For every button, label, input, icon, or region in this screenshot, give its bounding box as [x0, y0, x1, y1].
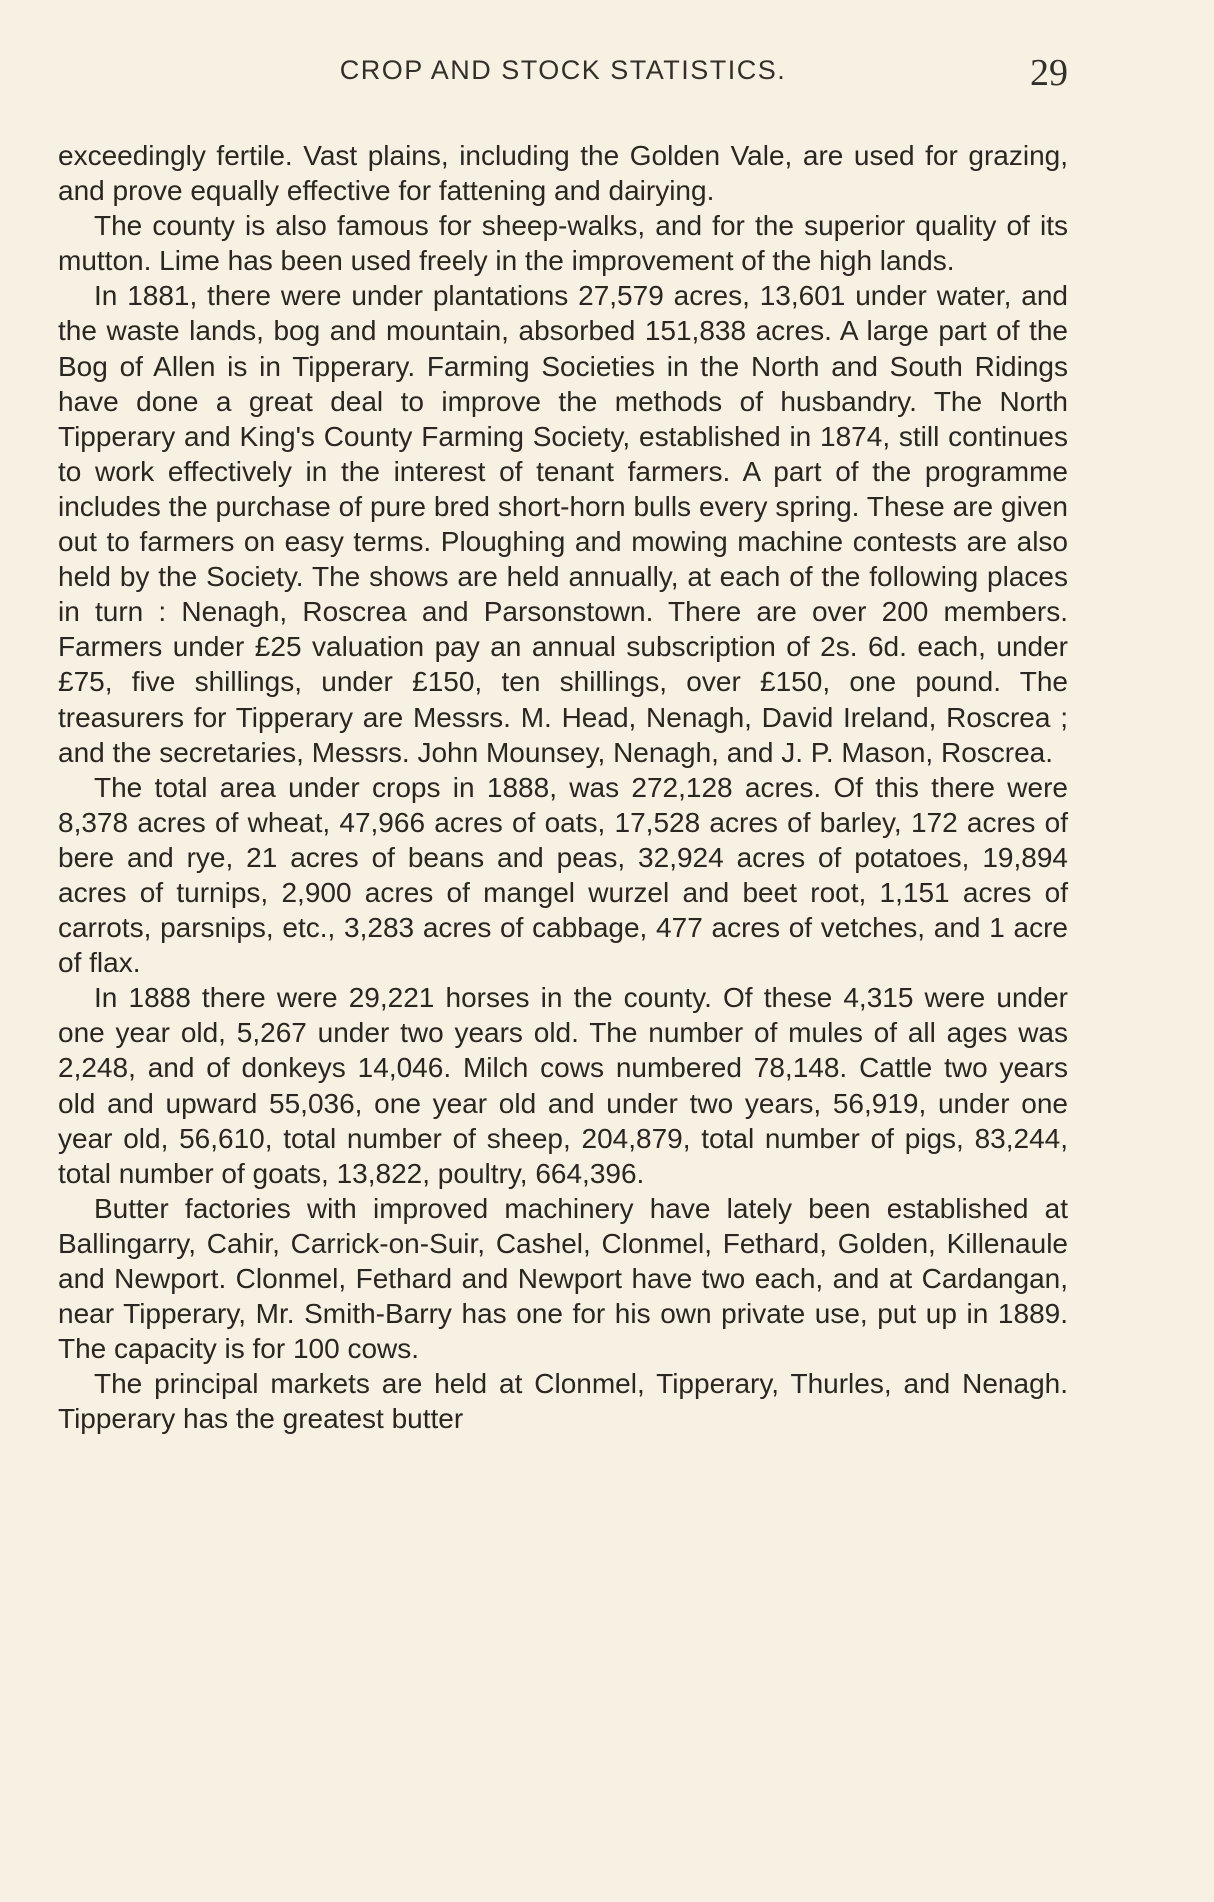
paragraph-markets: The principal markets are held at Clonmel, Tipperary, Thurles, and Nenagh. Tipperary has the greatest butter [58, 1368, 1068, 1435]
running-title: CROP AND STOCK STATISTICS. [339, 55, 787, 85]
page-number: 29 [1030, 52, 1068, 94]
paragraph-butter-factories: Butter factories with improved machinery have lately been established at Ballingarry, Cahir, Carrick-on-Suir, Cashel, Clonmel, Fethard, Golden, Killenaule and Newport. Clonmel, Fethard and Newport have two each, and at Cardangan, near Tipperary, Mr. Smith-Barry has one for his own private use, put up in 1889. The capacity is for 100 cows. [58, 1192, 1068, 1365]
paragraph-farming-societies: In 1881, there were under plantations 27,579 acres, 13,601 under water, and the waste lands, bog and mountain, absorbed 151,838 acres. A large part of the Bog of Allen is in Tipperary. Farming Societies in the North and South Ridings have done a great deal to improve the methods of husbandry. The North Tipperary and King's County Farming Society, established in 1874, still continues to work effectively in the interest of tenant farmers. A part of the programme includes the purchase of pure bred short-horn bulls every spring. These are given out to farmers on easy terms. Ploughing and mowing machine contests are also held by the Society. The shows are held annually, at each of the following places in turn : Nenagh, Roscrea and Parsonstown. There are over 200 members. Farmers under £25 valuation pay an annual subscription of 2s. 6d. each, under £75, five shillings, under £150, ten shillings, over £150, one pound. The treasurers for Tipperary are Messrs. M. Head, Nenagh, David Ireland, Roscrea ; and the secretaries, Messrs. John Mounsey, Nenagh, and J. P. Mason, Roscrea. [58, 280, 1068, 768]
body-text [58, 138, 1068, 1436]
running-head [58, 52, 1068, 95]
paragraph-livestock: In 1888 there were 29,221 horses in the county. Of these 4,315 were under one year old, 5,267 under two years old. The number of mules of all ages was 2,248, and of donkeys 14,046. Milch cows numbered 78,148. Cattle two years old and upward 55,036, one year old and under two years, 56,919, under one year old, 56,610, total number of sheep, 204,879, total number of pigs, 83,244, total number of goats, 13,822, poultry, 664,396. [58, 982, 1068, 1189]
paragraph-sheep-walks: The county is also famous for sheep-walks, and for the superior quality of its mutton. Lime has been used freely in the improvement of the high lands. [58, 210, 1068, 277]
paragraph-crop-area: The total area under crops in 1888, was 272,128 acres. Of this there were 8,378 acres of wheat, 47,966 acres of oats, 17,528 acres of barley, 172 acres of bere and rye, 21 acres of beans and peas, 32,924 acres of potatoes, 19,894 acres of turnips, 2,900 acres of mangel wurzel and beet root, 1,151 acres of carrots, parsnips, etc., 3,283 acres of cabbage, 477 acres of vetches, and 1 acre of flax. [58, 771, 1068, 979]
paragraph-fertility-continued: exceedingly fertile. Vast plains, including the Golden Vale, are used for grazing, and prove equally effective for fattening and dairying. [58, 140, 1068, 207]
